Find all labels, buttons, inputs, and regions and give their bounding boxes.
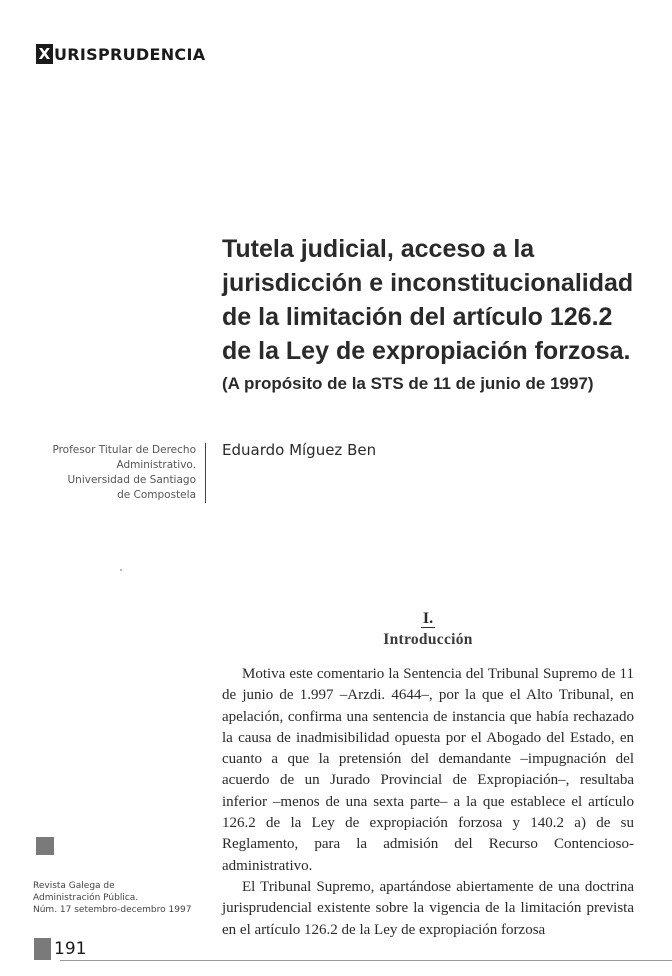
article-subtitle: (A propósito de la STS de 11 de junio de 1997) bbox=[222, 374, 594, 393]
page-number-text: 191 bbox=[54, 939, 87, 959]
affiliation-line: de Compostela bbox=[117, 489, 196, 501]
title-line: Tutela judicial, acceso a la bbox=[222, 235, 535, 263]
author-name: Eduardo Míguez Ben bbox=[222, 441, 377, 459]
page-number-marker bbox=[34, 938, 51, 960]
section-header bbox=[36, 44, 205, 64]
affiliation-line: Profesor Titular de Derecho bbox=[52, 444, 196, 456]
title-line: de la limitación del artículo 126.2 bbox=[222, 303, 613, 331]
body-text bbox=[222, 664, 634, 941]
journal-line: Administración Pública. bbox=[33, 893, 139, 903]
section-header-label: URISPRUDENCIA bbox=[54, 44, 206, 64]
paragraph: El Tribunal Supremo, apartándose abiertamente de una doctrina jurisprudencial existente sobre la vigencia de la limitación prevista en el artículo 126.2 de la Ley de expropiación forzosa bbox=[222, 878, 634, 938]
paragraph: Motiva este comentario la Sentencia del Tribunal Supremo de 11 de junio de 1.997 –Arzdi. 4644–, por la que el Alto Tribunal, en apelación, confirma una sentencia de instancia que había rechazado la causa de inadmisibilidad opuesta por el Abogado del Estado, en cuanto a que la pretensión del demandante –impugnación del acuerdo de un Jurado Provincial de Expropiación–, resultaba inferior –menos de una sexta parte– a la que establece el artículo 126.2 de la Ley de expropiación forzosa y 140.2 a) de su Reglamento, para la admisión del Recurso Contencioso-administrativo. bbox=[222, 666, 634, 874]
affiliation-line: Administrativo. bbox=[116, 459, 196, 471]
footer-rule bbox=[60, 960, 672, 961]
title-line: de la Ley de expropiación forzosa. bbox=[222, 337, 631, 365]
title-line: jurisdicción e inconstitucionalidad bbox=[222, 269, 634, 297]
author-affiliation bbox=[52, 443, 206, 503]
decorative-dot bbox=[120, 569, 122, 571]
section-number-text: I. bbox=[422, 610, 434, 627]
journal-line: Revista Galega de bbox=[33, 881, 115, 891]
journal-marker-square bbox=[36, 837, 54, 855]
section-title: Introducción bbox=[383, 631, 473, 648]
journal-line: Núm. 17 setembro-decembro 1997 bbox=[33, 905, 192, 915]
affiliation-line: Universidad de Santiago bbox=[67, 474, 196, 486]
section-number bbox=[222, 610, 634, 628]
page-number bbox=[34, 938, 86, 960]
article-title-block bbox=[222, 232, 652, 396]
journal-info bbox=[33, 880, 191, 916]
section-initial-box: X bbox=[36, 44, 53, 64]
